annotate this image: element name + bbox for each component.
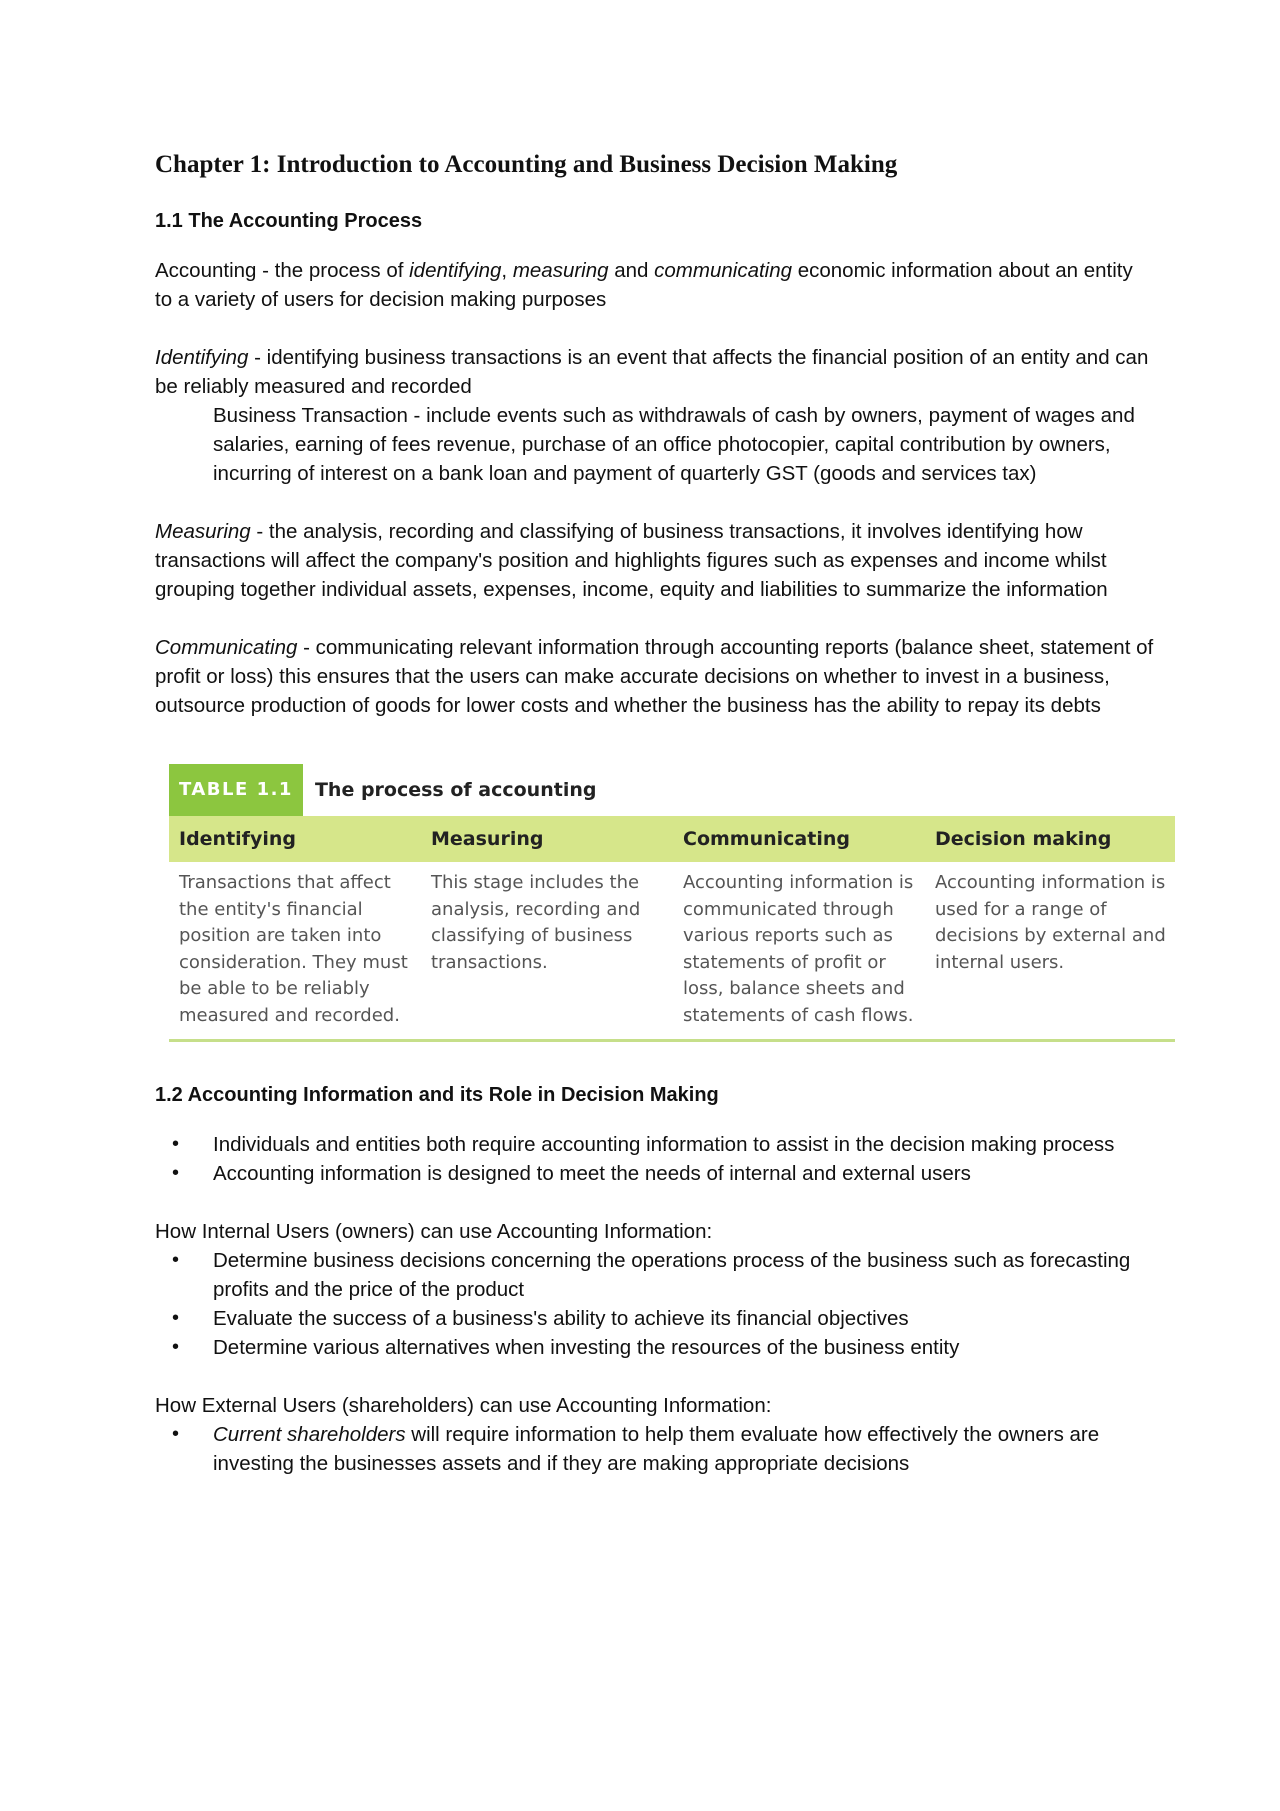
table-process-of-accounting bbox=[169, 764, 1175, 1042]
table-cell: Transactions that affect the entity's financial position are taken into consideration. They must be able to be reliably measured and recorded. bbox=[179, 872, 408, 1026]
term-identifying: identifying bbox=[409, 259, 502, 282]
accounting-definition: Accounting - the process of identifying, measuring and communicating economic information about an entity to a variety of users for decision making purposes bbox=[155, 259, 1133, 311]
table-header-row bbox=[169, 816, 1175, 862]
section-heading-1-1: 1.1 The Accounting Process bbox=[155, 210, 423, 232]
list-item: • Determine various alternatives when investing the resources of the business entity bbox=[155, 1333, 1155, 1362]
measuring-paragraph: Measuring - the analysis, recording and classifying of business transactions, it involves identifying how transactions will affect the company's position and highlights figures such as expenses and income whilst grouping together individual assets, expenses, income, equity and liabilities to summarize the information bbox=[155, 520, 1108, 601]
table-header-cell: Decision making bbox=[935, 828, 1112, 850]
external-users-intro: How External Users (shareholders) can use Accounting Information: bbox=[155, 1394, 772, 1417]
communicating-term: Communicating bbox=[155, 636, 298, 659]
identifying-paragraph: Identifying - identifying business transactions is an event that affects the financial position of an entity and can be reliably measured and recorded bbox=[155, 346, 1149, 398]
table-header-cell: Measuring bbox=[431, 828, 544, 850]
identifying-term: Identifying bbox=[155, 346, 249, 369]
table-cell: Accounting information is communicated through various reports such as statements of profit or loss, balance sheets and statements of cash flows. bbox=[683, 872, 914, 1026]
term-communicating: communicating bbox=[654, 259, 793, 282]
business-transaction-note: Business Transaction - include events such as withdrawals of cash by owners, payment of wages and salaries, earning of fees revenue, purchase of an office photocopier, capital contribution by owners, incurring of interest on a bank loan and payment of quarterly GST (goods and services tax) bbox=[213, 404, 1135, 485]
current-shareholders-term: Current shareholders bbox=[213, 1423, 406, 1446]
list-item: • Evaluate the success of a business's ability to achieve its financial objectives bbox=[155, 1304, 1155, 1333]
list-item: • Current shareholders will require information to help them evaluate how effectively the owners are investing the businesses assets and if they are making appropriate decisions bbox=[155, 1420, 1155, 1478]
internal-users-intro: How Internal Users (owners) can use Accounting Information: bbox=[155, 1220, 713, 1243]
table-badge: TABLE 1.1 bbox=[169, 764, 303, 816]
table-cell: This stage includes the analysis, recording and classifying of business transactions. bbox=[431, 872, 641, 973]
table-title: The process of accounting bbox=[314, 779, 597, 801]
table-cell: Accounting information is used for a range of decisions by external and internal users. bbox=[935, 872, 1166, 973]
document-page bbox=[155, 150, 1166, 1507]
list-item: • Individuals and entities both require accounting information to assist in the decision making process bbox=[155, 1130, 1155, 1159]
table-header-cell: Identifying bbox=[179, 828, 296, 850]
measuring-term: Measuring bbox=[155, 520, 251, 543]
external-users-list bbox=[155, 1420, 1155, 1478]
table-row bbox=[169, 862, 1175, 1042]
role-bullet-list bbox=[155, 1130, 1155, 1188]
list-item: • Determine business decisions concerning the operations process of the business such as forecasting profits and the price of the product bbox=[155, 1246, 1155, 1304]
chapter-title: Chapter 1: Introduction to Accounting and Business Decision Making bbox=[155, 151, 898, 178]
table-caption bbox=[169, 764, 1175, 816]
communicating-paragraph: Communicating - communicating relevant information through accounting reports (balance sheet, statement of profit or loss) this ensures that the users can make accurate decisions on whether to invest in a business, outsource production of goods for lower costs and whether the business has the ability to repay its debts bbox=[155, 636, 1154, 717]
table-header-cell: Communicating bbox=[683, 828, 850, 850]
term-measuring: measuring bbox=[512, 259, 609, 282]
list-item: • Accounting information is designed to meet the needs of internal and external users bbox=[155, 1159, 1155, 1188]
section-heading-1-2: 1.2 Accounting Information and its Role in Decision Making bbox=[155, 1084, 719, 1106]
internal-users-list bbox=[155, 1246, 1155, 1362]
